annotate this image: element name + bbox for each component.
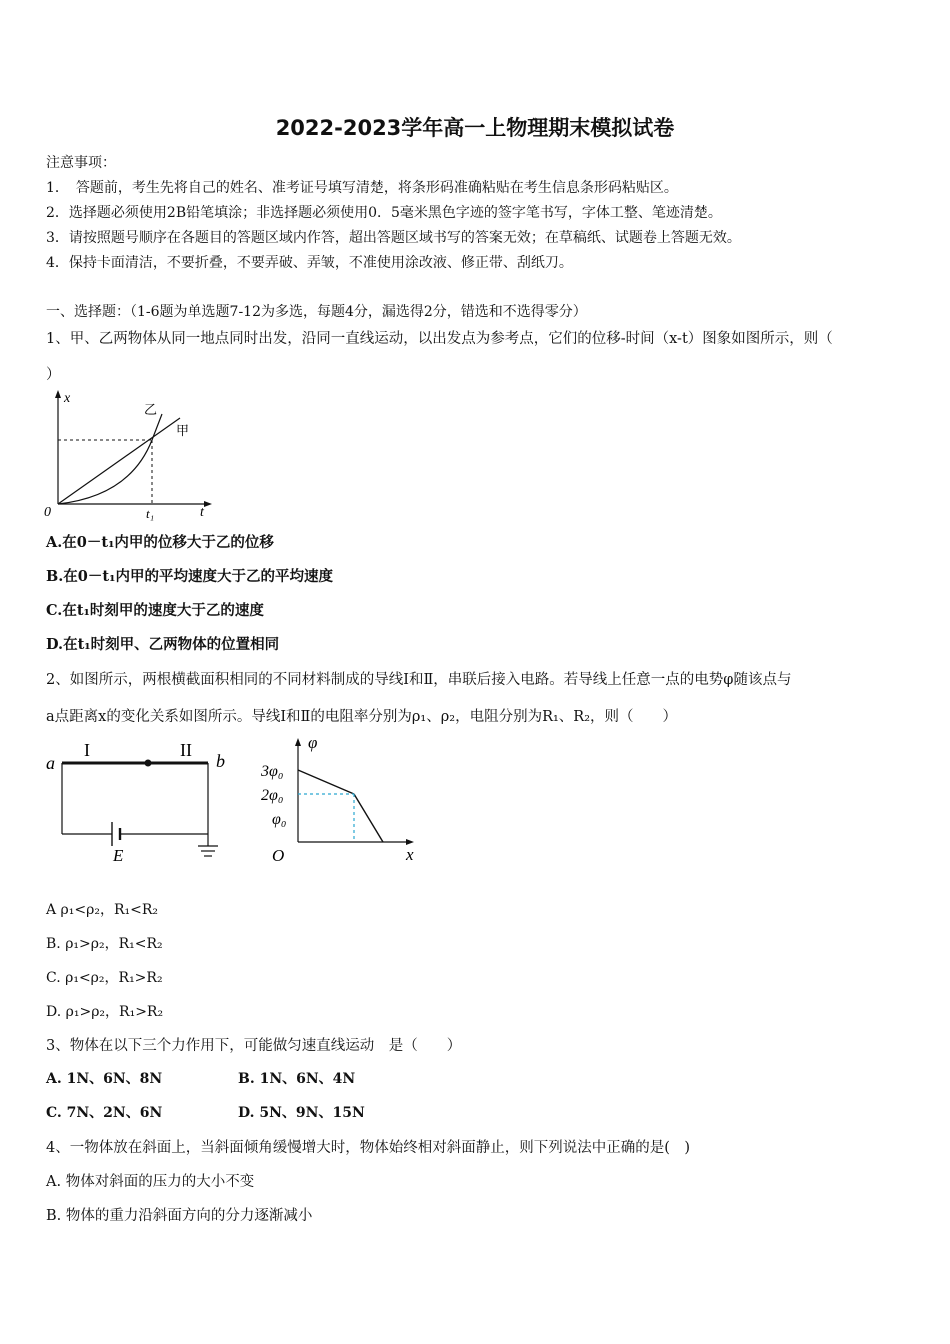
q2-option-a: A ρ₁<ρ₂，R₁<R₂ bbox=[46, 902, 159, 918]
notice-heading: 注意事项： bbox=[46, 155, 116, 171]
q2-option-b: B. ρ₁>ρ₂，R₁<R₂ bbox=[46, 936, 163, 952]
q1-option-c: C.在t₁时刻甲的速度大于乙的速度 bbox=[46, 602, 264, 619]
q3-option-c: C. 7N、2N、6N bbox=[46, 1105, 163, 1121]
q4-stem: 4、一物体放在斜面上，当斜面倾角缓慢增大时，物体始终相对斜面静止，则下列说法中正确的是( ) bbox=[46, 1140, 691, 1156]
q2-stem-cont: a点距离x的变化关系如图所示。导线Ⅰ和Ⅱ的电阻率分别为ρ₁、ρ₂，电阻分别为R₁、R₂，则（ ） bbox=[46, 709, 678, 725]
q1-jia-label: 甲 bbox=[176, 423, 190, 438]
notice-item: 2．选择题必须使用2B铅笔填涂；非选择题必须使用0．5毫米黑色字迹的签字笔书写，字体工整、笔迹清楚。 bbox=[46, 205, 722, 221]
wire-2-label: II bbox=[180, 740, 192, 760]
graph-phi-axis-label: φ bbox=[308, 733, 318, 752]
q1-option-a: A.在0－t₁内甲的位移大于乙的位移 bbox=[46, 534, 274, 551]
source-e-label: E bbox=[113, 846, 124, 865]
q1-option-b: B.在0－t₁内甲的平均速度大于乙的平均速度 bbox=[46, 568, 333, 585]
wire-1-label: I bbox=[84, 740, 90, 760]
q2-potential-graph bbox=[258, 730, 428, 870]
graph-tick-3phi: 3φ₀ bbox=[261, 763, 284, 780]
q3-option-b: B. 1N、6N、4N bbox=[238, 1071, 356, 1087]
notice-item: 3．请按照题号顺序在各题目的答题区域内作答，超出答题区域书写的答案无效；在草稿纸、试题卷上答题无效。 bbox=[46, 230, 741, 246]
q4-option-a: A. 物体对斜面的压力的大小不变 bbox=[46, 1174, 255, 1190]
graph-origin-label: O bbox=[272, 846, 285, 865]
q1-t1-label: t₁ bbox=[146, 506, 155, 521]
graph-tick-phi: φ₀ bbox=[272, 811, 287, 828]
q1-stem: 1、甲、乙两物体从同一地点同时出发，沿同一直线运动，以出发点为参考点，它们的位移-时间（x-t）图象如图所示，则（ bbox=[46, 331, 833, 347]
q2-option-d: D. ρ₁>ρ₂，R₁>R₂ bbox=[46, 1004, 164, 1020]
q1-option-d: D.在t₁时刻甲、乙两物体的位置相同 bbox=[46, 636, 280, 653]
q1-xt-graph bbox=[40, 388, 220, 523]
q1-yi-label: 乙 bbox=[144, 402, 158, 417]
q3-option-d: D. 5N、9N、15N bbox=[238, 1105, 365, 1121]
circuit-b-label: b bbox=[216, 751, 225, 771]
q1-y-axis-label: x bbox=[64, 391, 71, 406]
graph-x-axis-label: x bbox=[406, 845, 414, 864]
notice-item: 4．保持卡面清洁，不要折叠，不要弄破、弄皱，不准使用涂改液、修正带、刮纸刀。 bbox=[46, 255, 573, 271]
circuit-a-label: a bbox=[46, 753, 55, 773]
q1-stem-cont: ） bbox=[46, 367, 61, 383]
q1-origin-label: 0 bbox=[44, 505, 51, 520]
q3-stem: 3、物体在以下三个力作用下，可能做匀速直线运动 是（ ） bbox=[46, 1038, 462, 1054]
notice-item: 1． 答题前，考生先将自己的姓名、准考证号填写清楚，将条形码准确粘贴在考生信息条形码粘贴区。 bbox=[46, 180, 678, 196]
q2-circuit-diagram bbox=[40, 736, 240, 868]
q3-option-a: A. 1N、6N、8N bbox=[46, 1071, 163, 1087]
q2-option-c: C. ρ₁<ρ₂，R₁>R₂ bbox=[46, 970, 163, 986]
q1-x-axis-label: t bbox=[200, 505, 204, 520]
page-title: 2022-2023学年高一上物理期末模拟试卷 bbox=[275, 116, 675, 140]
q2-stem: 2、如图所示，两根横截面积相同的不同材料制成的导线Ⅰ和Ⅱ，串联后接入电路。若导线上任意一点的电势φ随该点与 bbox=[46, 672, 792, 688]
graph-tick-2phi: 2φ₀ bbox=[261, 787, 284, 804]
q4-option-b: B. 物体的重力沿斜面方向的分力逐渐减小 bbox=[46, 1208, 313, 1224]
section-heading: 一、选择题：（1-6题为单选题7-12为多选，每题4分，漏选得2分，错选和不选得零分） bbox=[46, 304, 587, 320]
